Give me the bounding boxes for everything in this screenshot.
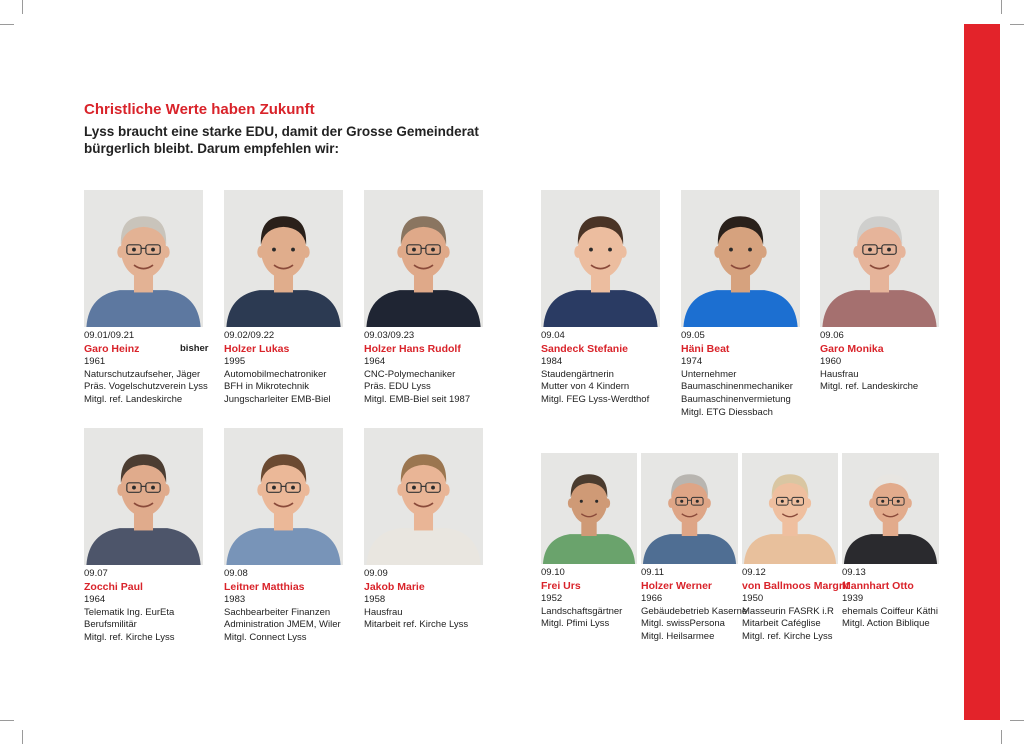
candidate-list-number: 09.07: [84, 568, 108, 579]
candidate-detail: Automobilmechatroniker: [224, 368, 327, 380]
candidate-detail: Präs. Vogelschutzverein Lyss: [84, 381, 208, 393]
candidate-detail: Mitarbeit ref. Kirche Lyss: [364, 619, 469, 631]
candidate-name: Jakob Marie: [364, 580, 425, 593]
candidate-detail: Mitgl. ETG Diessbach: [681, 406, 773, 418]
candidate-card: [541, 453, 653, 631]
candidate-name: Frei Urs: [541, 579, 581, 592]
candidate-birth-year: 1964: [84, 594, 106, 606]
candidate-detail: Hausfrau: [364, 606, 403, 618]
candidate-card: [820, 190, 955, 394]
subtitle-line-1: Lyss braucht eine starke EDU, damit der Grosse Gemeinderat: [84, 124, 479, 139]
candidate-name: Sandeck Stefanie: [541, 342, 628, 355]
crop-mark: [1010, 720, 1024, 721]
candidate-card: [681, 190, 816, 419]
candidate-photo: [224, 190, 343, 327]
subtitle-line-2: bürgerlich bleibt. Darum empfehlen wir:: [84, 141, 340, 156]
candidate-card: [84, 190, 219, 407]
candidate-birth-year: 1952: [541, 593, 563, 605]
crop-mark: [1001, 730, 1002, 744]
candidate-detail: Telematik Ing. EurEta: [84, 606, 175, 618]
candidate-info: [224, 330, 359, 407]
candidate-list-number: 09.08: [224, 568, 248, 579]
candidate-name: Holzer Lukas: [224, 342, 290, 355]
portrait-illustration: [842, 453, 939, 564]
candidate-name: von Ballmoos Margrit: [742, 579, 850, 592]
candidate-name: Garo Heinz: [84, 342, 140, 355]
candidate-detail: Mitarbeit Caféglise: [742, 618, 821, 630]
candidate-birth-year: 1964: [364, 356, 386, 368]
candidate-detail: Mutter von 4 Kindern: [541, 381, 630, 393]
candidate-detail: Administration JMEM, Wiler: [224, 619, 341, 631]
candidate-detail: Unternehmer: [681, 368, 737, 380]
candidate-detail: Gebäudebetrieb Kaserne: [641, 605, 748, 617]
candidate-detail: ehemals Coiffeur Käthi: [842, 605, 938, 617]
red-side-bar: [964, 24, 1000, 720]
candidate-detail: Mitgl. Heilsarmee: [641, 630, 715, 642]
candidate-birth-year: 1984: [541, 356, 563, 368]
candidate-detail: Sachbearbeiter Finanzen: [224, 606, 331, 618]
portrait-illustration: [224, 190, 343, 327]
crop-mark: [22, 0, 23, 14]
candidate-birth-year: 1995: [224, 356, 246, 368]
candidate-photo: [541, 453, 637, 564]
candidate-card: [364, 428, 499, 632]
candidate-card: [842, 453, 955, 631]
candidate-list-number: 09.12: [742, 567, 766, 578]
portrait-illustration: [641, 453, 738, 564]
portrait-illustration: [681, 190, 800, 327]
candidate-detail: Landschaftsgärtner: [541, 605, 623, 617]
candidate-photo: [641, 453, 738, 564]
portrait-illustration: [364, 428, 483, 565]
candidate-photo: [364, 190, 483, 327]
portrait-illustration: [742, 453, 838, 564]
candidate-birth-year: 1958: [364, 594, 386, 606]
candidate-detail: Jungscharleiter EMB-Biel: [224, 393, 331, 405]
candidate-card: [641, 453, 754, 644]
portrait-illustration: [224, 428, 343, 565]
candidate-list-number: 09.09: [364, 568, 388, 579]
candidate-name: Mannhart Otto: [842, 579, 914, 592]
candidate-list-number: 09.05: [681, 330, 705, 341]
candidate-birth-year: 1950: [742, 593, 764, 605]
candidate-info: [84, 330, 219, 407]
portrait-illustration: [541, 453, 637, 564]
candidate-name: Zocchi Paul: [84, 580, 143, 593]
candidate-info: [641, 567, 754, 644]
candidate-list-number: 09.10: [541, 567, 565, 578]
candidate-info: [541, 330, 676, 407]
crop-mark: [1001, 0, 1002, 14]
candidate-birth-year: 1983: [224, 594, 246, 606]
candidate-detail: CNC-Polymechaniker: [364, 368, 456, 380]
candidate-detail: Naturschutzaufseher, Jäger: [84, 368, 201, 380]
candidate-name: Holzer Werner: [641, 579, 712, 592]
candidate-detail: BFH in Mikrotechnik: [224, 381, 309, 393]
candidate-photo: [84, 190, 203, 327]
candidate-birth-year: 1960: [820, 356, 842, 368]
candidate-info: [364, 330, 499, 407]
candidate-birth-year: 1961: [84, 356, 106, 368]
candidate-detail: Masseurin FASRK i.R: [742, 605, 834, 617]
candidate-info: [681, 330, 816, 419]
candidate-info: [541, 567, 653, 631]
candidate-list-number: 09.01/09.21: [84, 330, 135, 341]
candidate-card: [84, 428, 219, 645]
candidate-info: [224, 568, 359, 645]
candidate-card: [364, 190, 499, 407]
candidate-detail: Berufsmilitär: [84, 619, 137, 631]
crop-mark: [0, 720, 14, 721]
portrait-illustration: [820, 190, 939, 327]
candidate-birth-year: 1966: [641, 593, 663, 605]
candidate-list-number: 09.02/09.22: [224, 330, 275, 341]
candidate-detail: Hausfrau: [820, 368, 859, 380]
incumbent-label: bisher: [180, 342, 209, 354]
candidate-name: Leitner Matthias: [224, 580, 305, 593]
crop-mark: [0, 24, 14, 25]
crop-mark: [1010, 24, 1024, 25]
candidate-name: Häni Beat: [681, 342, 730, 355]
candidate-detail: Mitgl. FEG Lyss-Werdthof: [541, 393, 650, 405]
candidate-detail: Mitgl. ref. Landeskirche: [84, 393, 183, 405]
candidate-detail: Mitgl. swissPersona: [641, 618, 725, 630]
candidate-list-number: 09.13: [842, 567, 866, 578]
candidate-info: [84, 568, 219, 645]
candidate-detail: Mitgl. Action Biblique: [842, 618, 930, 630]
candidate-info: [742, 567, 854, 644]
candidate-info: [820, 330, 955, 394]
candidate-info: [842, 567, 955, 631]
candidate-list-number: 09.04: [541, 330, 565, 341]
candidate-name: Holzer Hans Rudolf: [364, 342, 461, 355]
candidate-photo: [742, 453, 838, 564]
candidate-card: [541, 190, 676, 407]
portrait-illustration: [84, 428, 203, 565]
candidate-list-number: 09.06: [820, 330, 844, 341]
candidate-detail: Mitgl. Connect Lyss: [224, 631, 307, 643]
candidate-card: [224, 190, 359, 407]
candidate-photo: [842, 453, 939, 564]
portrait-illustration: [364, 190, 483, 327]
candidate-detail: Präs. EDU Lyss: [364, 381, 431, 393]
candidate-photo: [224, 428, 343, 565]
portrait-illustration: [84, 190, 203, 327]
candidate-birth-year: 1939: [842, 593, 864, 605]
candidate-list-number: 09.11: [641, 567, 665, 578]
candidate-detail: Baumaschinenvermietung: [681, 393, 791, 405]
candidate-card: [224, 428, 359, 645]
crop-mark: [22, 730, 23, 744]
candidate-detail: Mitgl. ref. Landeskirche: [820, 381, 919, 393]
portrait-illustration: [541, 190, 660, 327]
candidate-name: Garo Monika: [820, 342, 884, 355]
candidate-detail: Mitgl. EMB-Biel seit 1987: [364, 393, 471, 405]
candidate-card: [742, 453, 854, 644]
candidate-photo: [84, 428, 203, 565]
candidate-photo: [541, 190, 660, 327]
candidate-info: [364, 568, 499, 632]
candidate-list-number: 09.03/09.23: [364, 330, 415, 341]
candidate-detail: Mitgl. ref. Kirche Lyss: [84, 631, 175, 643]
page-title: Christliche Werte haben Zukunft: [84, 101, 315, 118]
candidate-detail: Mitgl. Pfimi Lyss: [541, 618, 610, 630]
candidate-photo: [364, 428, 483, 565]
candidate-birth-year: 1974: [681, 356, 703, 368]
candidate-detail: Baumaschinenmechaniker: [681, 381, 793, 393]
candidate-detail: Staudengärtnerin: [541, 368, 614, 380]
candidate-photo: [681, 190, 800, 327]
candidate-detail: Mitgl. ref. Kirche Lyss: [742, 630, 833, 642]
candidate-photo: [820, 190, 939, 327]
